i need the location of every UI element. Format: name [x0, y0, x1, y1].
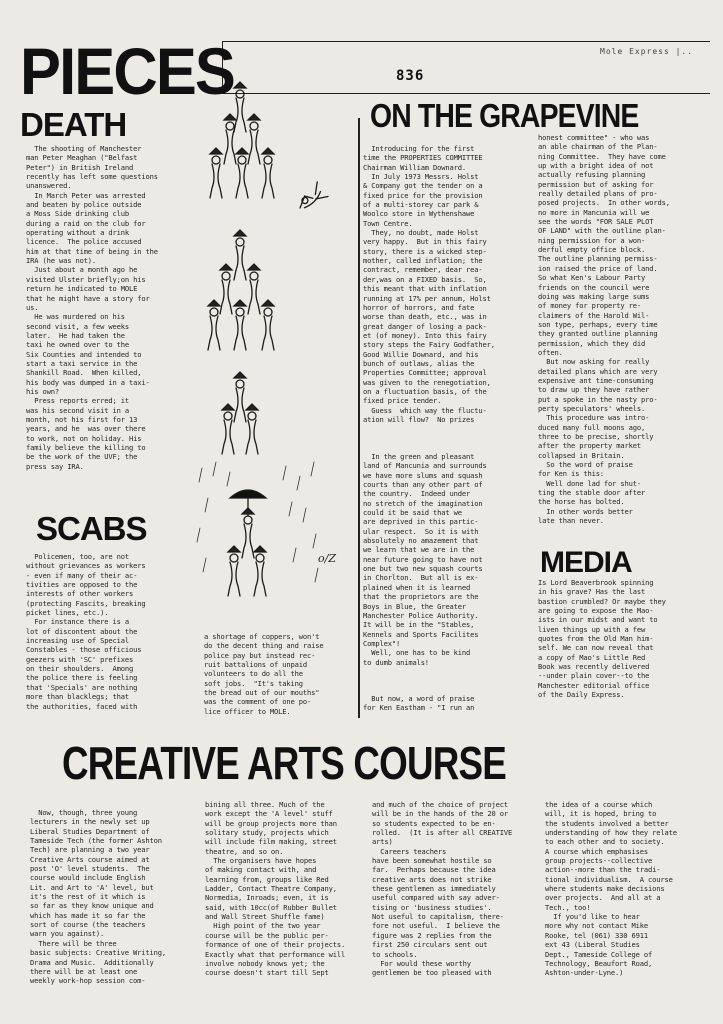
police-cartoon-illustration	[196, 58, 356, 638]
cartoon-caption: a shortage of coppers, won't do the decent thing and raise police pay but instead rec- ruit battalions of unpaid volunteers to do all the soft jobs. "It's taking the bread out of our mouths" was the comment of one po- lice officer to MOLE.	[204, 632, 324, 716]
media-heading: MEDIA	[540, 546, 632, 579]
scabs-heading: SCABS	[36, 510, 147, 547]
media-article: Is Lord Beaverbrook spinning in his grave? Has the last bastion crumbled? Or maybe they are going to expose the Mao- ists in our midst and want to liven things up with a few quotes from the Old Man him- self. We can now reveal that a copy of Mao's Little Red Book was recently delivered --under plain cover--to the Manchester editorial office of the Daily Express.	[538, 578, 666, 700]
cartoon-signature: o/Z	[318, 552, 336, 565]
column-divider	[358, 118, 360, 718]
page-number: 836	[396, 68, 425, 84]
grapevine-heading: ON THE GRAPEVINE	[370, 97, 639, 134]
grapevine-article-part2: In the green and pleasant land of Mancunia and surrounds we have more slums and squash courts than any other part of the country. Indeed under no stretch of the imagination could it be said that we are deprived in this partic- ular respect. So it is with absolutely no amazement that we learn that we are in the near future going to have not one but two new squash courts in Chorlton. But all is ex- plained when it is learned that the proprietors are the Boys in Blue, the Greater Manchester Police Authority. It will be in the "Stables, Kennels and Sports Facilites Complex"! Well, one has to be kind to dumb animals!	[363, 452, 487, 667]
death-heading: DEATH	[20, 106, 127, 143]
grapevine-article-part3: But now, a word of praise for Ken Eastham - "I run an	[363, 694, 475, 713]
scabs-article: Policemen, too, are not without grievances as workers - even if many of their ac- tivities are opposed to the interests of other workers (protecting Fascits, breaking picket lines, etc.). For instance there is a lot of discontent about the increasing use of Special Constables - those officious geezers with 'SC' prefixes on their shoulders. Among the police there is feeling that 'Specials' are nothing more than blacklegs; that the authorities, faced with	[26, 552, 146, 711]
banner-heading: PIECES	[20, 34, 234, 108]
grapevine-article-continued: honest committee" - who was an able chairman of the Plan- ning Committee. They have come up with a bright idea of not actually refusing planning permission but of asking for really detailed plans of pro- posed projects. In other words, no more in Mancunia will we see the words "FOR SALE PLOT OF LAND" with the outline plan- ning permission for a won- derful empty office block. The outline planning permiss- ion raised the price of land. So what Ken's Labour Party friends on the council were doing was making large sums of money for property re- claimers of the Harold Wil- son type, perhaps, every time they granted outline planning permission, which they did often. But now asking for really detailed plans which are very expensive ant time-consuming to draw up they have rather put a spoke in the nasty pro- perty speculators' wheels. This procedure was intro- duced many full moons ago, three to be precise, shortly after the property market collapsed in Britain. So the word of praise for Ken is this: Well done lad for shut- ting the stable door after the horse has bolted. In other words better late than never.	[538, 133, 670, 526]
death-article: The shooting of Manchester man Peter Meaghan ("Belfast Peter") in British Ireland recently has left some questions unanswered. In March Peter was arrested and beaten by police outside a Moss Side drinking club during a raid on the club for operating without a drink licence. The police accused him at that time of being in the IRA (he was not). Just about a month ago he visited Ulster briefly;on his return he indicated to MOLE that he might have a story for us. He was murdered on his second visit, a few weeks later. He had taken the taxi he owned over to the Six Counties and intended to start a taxi service in the Shankill Road. When killed, his body was dumped in a taxi- his own? Press reports erred; it was his second visit in a month, not his first for 13 years, and he was over there to work, not on holiday. His family believe the killing to be the work of the UVF; the press say IRA.	[26, 144, 158, 471]
masthead-rule-top	[222, 41, 710, 42]
grapevine-article-part1: Introducing for the first time the PROPERTIES COMMITTEE Chairman William Downard. In July 1973 Messrs. Holst & Company got the tender on a fixed price for the provision of a multi-storey car park & Woolco store in Wythenshawe Town Centre. They, no doubt, made Holst very happy. But in this fairy story, there is a wicked step- mother, called inflation; the contract, remember, dear rea- der,was on a FIXED basis. So, this meant that with inflation running at 17% per annum, Holst horror of horrors, and fate worse than death, etc., was in great danger of losing a pack- et (of money). Into this fairy story steps the Fairy Godfather, Good Willie Downard, and his bunch of outlaws, alias the Properties Committee; approval was given to the renegotiation, on a fluctuation basis, of the fixed price tender. Guess which way the fluctu- ation will flow? No prizes	[363, 144, 495, 424]
creative-arts-heading: CREATIVE ARTS COURSE	[62, 737, 507, 789]
creative-arts-column-1: Now, though, three young lecturers in the newly set up Liberal Studies Department of Tameside Tech (the former Ashton Tech) are planning a two year Creative Arts course aimed at post 'O' level students. The course would include English Lit. and Art to 'A' level, but it's the rest of it which is so far as they know unique and which has made it so far the sort of course (the teachers warn you against). There will be three basic subjects: Creative Writing, Drama and Music. Additionally there will be at least one weekly work-hop session com-	[30, 808, 166, 986]
creative-arts-column-3: and much of the choice of project will be in the hands of the 20 or so students expected to be en- rolled. (It is after all CREATIVE arts) Careers teachers have been somewhat hostile so far. Perhaps because the idea creative arts does not strike these gentlemen as immediately useful compared with say adver- tising or 'business studies'. Not useful to capitalism, there- fore not useful. I believe the figure was 2 replies from the first 250 circulars sent out to schools. For would these worthy gentlemen be too pleased with	[372, 800, 513, 978]
creative-arts-column-4: the idea of a course which will, it is hoped, bring to the students involved a better understanding of how they relate to each other and to society. A course which emphasises group projects--collective action--more than the tradi- tional individualism. A course where students make decisions over projects. And all at a Tech., too! If you'd like to hear more why not contact Mike Rooke, tel (061) 330 6911 ext 43 (Liberal Studies Dept., Tameside College of Technology, Beaufort Road, Ashton-under-Lyne.)	[545, 800, 677, 978]
masthead-label: Mole Express |..	[600, 47, 694, 56]
creative-arts-column-2: bining all three. Much of the work except the 'A level' stuff will be group projects more than solitary study, projects which will include film making, street theatre, and so on. The organisers have hopes of making contact with, and learning from, groups like Red Ladder, Contact Theatre Company, Normedia, Inroads; even, it is said, with 10cc(of Rubber Bullet and Wall Street Shuffle fame) High point of the two year course will be the public per- formance of one of their projects. Exactly what that performance will involve nobody knows yet; the course doesn't start till Sept	[205, 800, 346, 978]
